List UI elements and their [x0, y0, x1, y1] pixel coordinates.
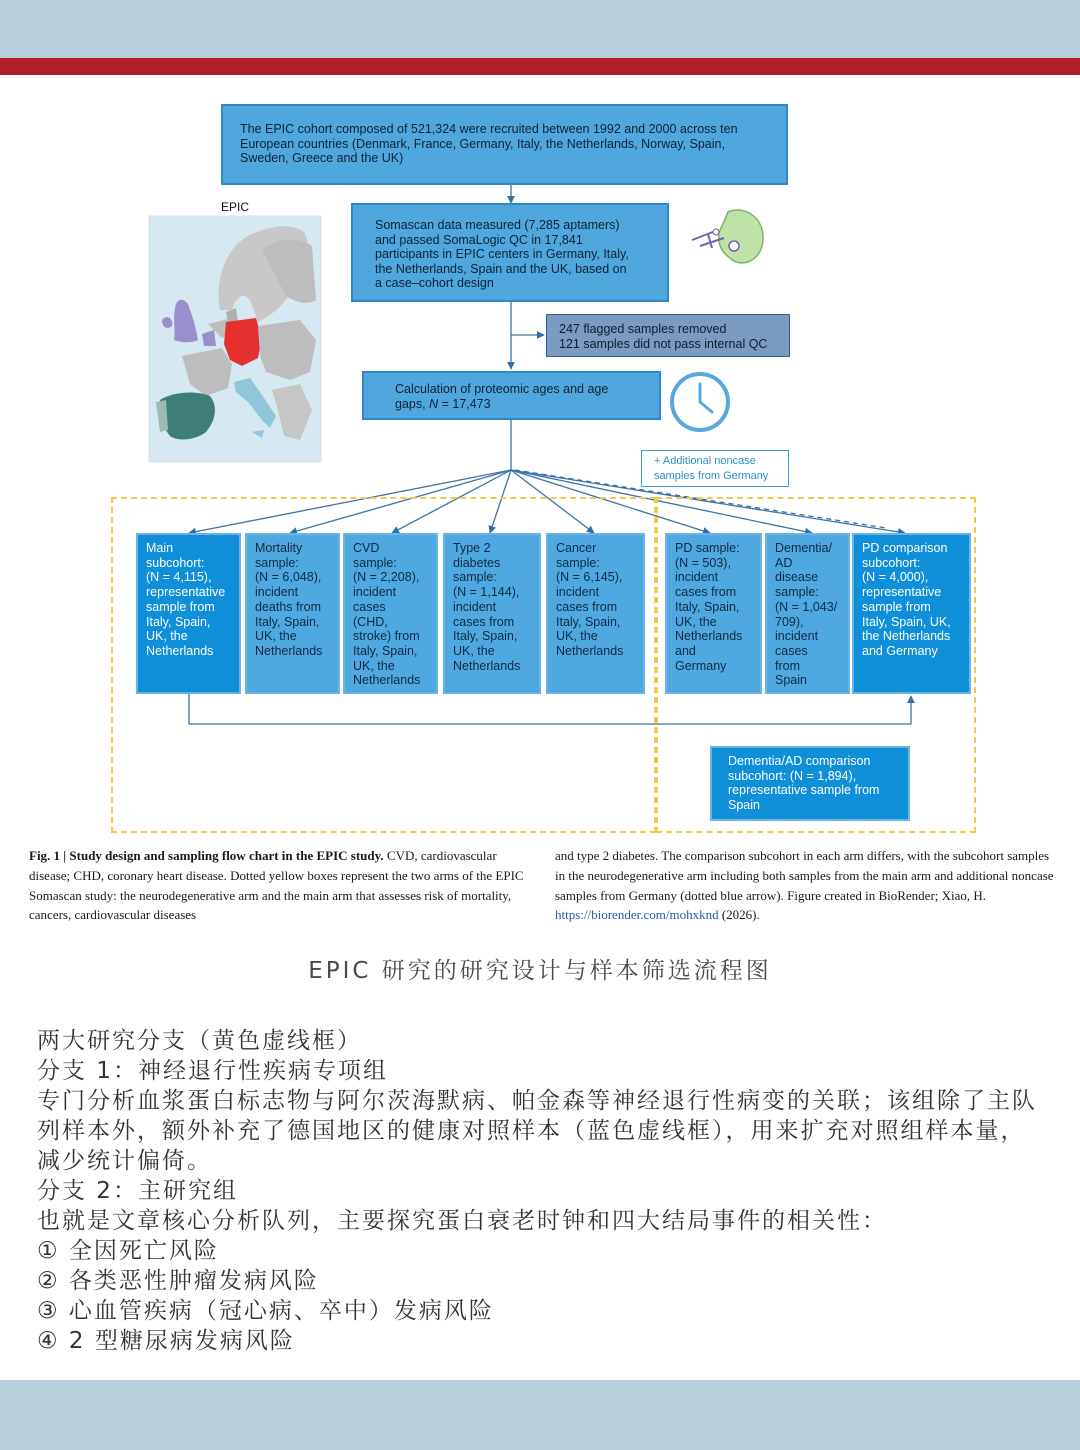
somascan-text: Somascan data measured (7,285 aptamers) and passed SomaLogic QC in 17,841 participants in EPIC centers in Germany, Italy, the Netherlands, Spain and the UK, based on a case–cohort design: [375, 218, 629, 291]
arm-text: Dementia/ AD disease sample: (N = 1,043/ 709), incident cases from Spain: [775, 541, 838, 688]
epic-cohort-text: The EPIC cohort composed of 521,324 were recruited between 1992 and 2000 across ten European countries (Denmark, France, Germany, Italy, the Netherlands, Norway, Spain, Sweden, Greece and the UK): [240, 122, 738, 166]
brain-icon: [692, 210, 763, 263]
dementia-comparison-box: [710, 746, 910, 821]
map-title: EPIC: [221, 200, 250, 214]
arm-box: [665, 533, 762, 694]
cn-line: 分支 2：主研究组: [37, 1178, 238, 1204]
removed-flagged: 247 flagged samples removed: [559, 322, 727, 336]
epic-cohort-box: [221, 104, 788, 185]
cn-line: ② 各类恶性肿瘤发病风险: [37, 1268, 319, 1294]
removed-samples-box: [546, 314, 790, 357]
arm-text: PD comparison subcohort: (N = 4,000), representative sample from Italy, Spain, UK, the Netherlands and Germany: [862, 541, 951, 658]
cn-line: ① 全因死亡风险: [37, 1238, 219, 1264]
arm-text: Main subcohort: (N = 4,115), representative sample from Italy, Spain, UK, the Netherlands: [146, 541, 226, 658]
arm-box: [765, 533, 850, 694]
arm-box: [245, 533, 340, 694]
arm-text: Type 2 diabetes sample: (N = 1,144), incident cases from Italy, Spain, UK, the Netherlands: [453, 541, 521, 673]
figure-caption-right: [555, 846, 1055, 925]
europe-map: [149, 216, 321, 462]
cn-line: ④ 2 型糖尿病发病风险: [37, 1328, 295, 1354]
cn-line: 专门分析血浆蛋白标志物与阿尔茨海默病、帕金森等神经退行性病变的关联；该组除了主队列样本外，额外补充了德国地区的健康对照样本（蓝色虚线框），用来扩充对照组样本量，减少统计偏倚。: [37, 1088, 1037, 1174]
somascan-box: [351, 203, 669, 302]
arm-box: [852, 533, 971, 694]
arm-text: Mortality sample: (N = 6,048), incident deaths from Italy, Spain, UK, the Netherlands: [255, 541, 323, 658]
caption-left-text: CVD, cardiovascular disease; CHD, coronary heart disease. Dotted yellow boxes represent the two arms of the EPIC Somascan study: the neurodegenerative arm and the main arm that assesses risk of mortality, cancers, cardiovascular diseases: [29, 848, 524, 923]
proteomic-age-line1: Calculation of proteomic ages and age: [395, 382, 609, 396]
arm-box: [443, 533, 541, 694]
caption-title: Fig. 1 | Study design and sampling flow chart in the EPIC study.: [29, 848, 384, 863]
removed-qc: 121 samples did not pass internal QC: [559, 336, 768, 351]
cn-line: 两大研究分支（黄色虚线框）: [37, 1028, 362, 1054]
arm-box: [546, 533, 645, 694]
dementia-comparison-text: Dementia/AD comparison subcohort: (N = 1,894), representative sample from Spain: [728, 754, 880, 813]
noncase-samples-box: [641, 450, 789, 487]
arm-text: Cancer sample: (N = 6,145), incident cases from Italy, Spain, UK, the Netherlands: [556, 541, 624, 658]
arm-text: CVD sample: (N = 2,208), incident cases (CHD, stroke) from Italy, Spain, UK, the Netherlands: [353, 541, 421, 688]
proteomic-age-line2: gaps, N = 17,473: [395, 396, 491, 411]
arm-box: [343, 533, 438, 694]
arm-box: [136, 533, 241, 694]
figure-caption-left: [29, 846, 529, 925]
caption-right-text: and type 2 diabetes. The comparison subcohort in each arm differs, with the subcohort samples in the neurodegenerative arm including both samples from the main arm and additional noncase samples from Germany (dotted blue arrow). Figure created in BioRender; Xiao, H.: [555, 848, 1054, 903]
cn-title: EPIC 研究的研究设计与样本筛选流程图: [308, 958, 772, 984]
cn-line: ③ 心血管疾病（冠心病、卒中）发病风险: [37, 1298, 494, 1324]
cn-line: 也就是文章核心分析队列，主要探究蛋白衰老时钟和四大结局事件的相关性：: [37, 1208, 887, 1234]
biorender-link[interactable]: https://biorender.com/mohxknd: [555, 907, 719, 923]
clock-icon: [672, 374, 728, 430]
bottom-band: [0, 1380, 1080, 1450]
noncase-text: + Additional noncase samples from Germany: [654, 455, 769, 482]
cn-notes: [37, 1026, 1047, 1356]
arm-text: PD sample: (N = 503), incident cases from Italy, Spain, UK, the Netherlands and Germany: [675, 541, 743, 673]
proteomic-age-box: [362, 371, 661, 420]
cn-line: 分支 1：神经退行性疾病专项组: [37, 1058, 388, 1084]
caption-tail: (2026).: [718, 907, 760, 923]
